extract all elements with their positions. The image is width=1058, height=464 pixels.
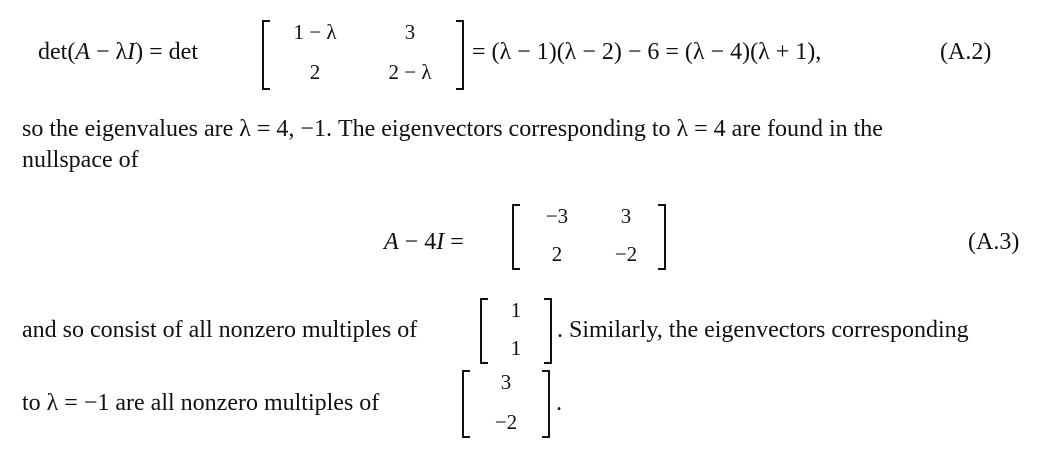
det-open: det(: [38, 39, 76, 65]
paragraph-3-text-after: .: [556, 390, 562, 416]
eq-a3-lhs: [384, 228, 464, 256]
var-i: I: [127, 39, 136, 65]
vector-2-left-bracket: [462, 370, 470, 438]
vector-1-bottom: 1: [510, 336, 522, 360]
vector-2-top: 3: [500, 370, 512, 394]
det-close: ) = det: [135, 39, 199, 65]
vector-1-top: 1: [510, 298, 522, 322]
paragraph-2-text-before: and so consist of all nonzero multiples of: [22, 317, 418, 343]
equals-sign: =: [444, 229, 464, 255]
eq-a2-lhs: [38, 38, 198, 66]
matrix-a2-left-bracket: [262, 20, 270, 90]
matrix-a2-cell-11: 1 − λ: [293, 20, 337, 44]
var-a: A: [75, 39, 90, 65]
matrix-a2-right-bracket: [456, 20, 464, 90]
paragraph-3-text-before: to λ = −1 are all nonzero multiples of: [22, 390, 380, 416]
eq-a2-label: (A.2): [940, 39, 992, 65]
paragraph-1-line-2: nullspace of: [22, 147, 139, 173]
var-i: I: [436, 229, 445, 255]
paragraph-1-line-1: so the eigenvalues are λ = 4, −1. The eigenvectors corresponding to λ = 4 are found in the: [22, 116, 883, 142]
minus-four: − 4: [398, 229, 437, 255]
matrix-a3-cell-11: −3: [545, 204, 569, 228]
eq-a2-rhs: = (λ − 1)(λ − 2) − 6 = (λ − 4)(λ + 1),: [472, 39, 822, 65]
minus-lambda: − λ: [89, 39, 128, 65]
matrix-a2-cell-22: 2 − λ: [388, 60, 432, 84]
matrix-a3-cell-12: 3: [620, 204, 632, 228]
paragraph-2-text-after: . Similarly, the eigenvectors corresponding: [557, 317, 969, 343]
vector-1-left-bracket: [480, 298, 488, 364]
vector-2-bottom: −2: [494, 410, 518, 434]
matrix-a3-right-bracket: [658, 204, 666, 270]
vector-2-right-bracket: [542, 370, 550, 438]
matrix-a3-cell-22: −2: [614, 242, 638, 266]
matrix-a2-cell-21: 2: [309, 60, 321, 84]
matrix-a3-left-bracket: [512, 204, 520, 270]
vector-1-right-bracket: [544, 298, 552, 364]
var-a: A: [384, 229, 399, 255]
matrix-a2-cell-12: 3: [404, 20, 416, 44]
eq-a3-label: (A.3): [968, 229, 1020, 255]
matrix-a3-cell-21: 2: [551, 242, 563, 266]
